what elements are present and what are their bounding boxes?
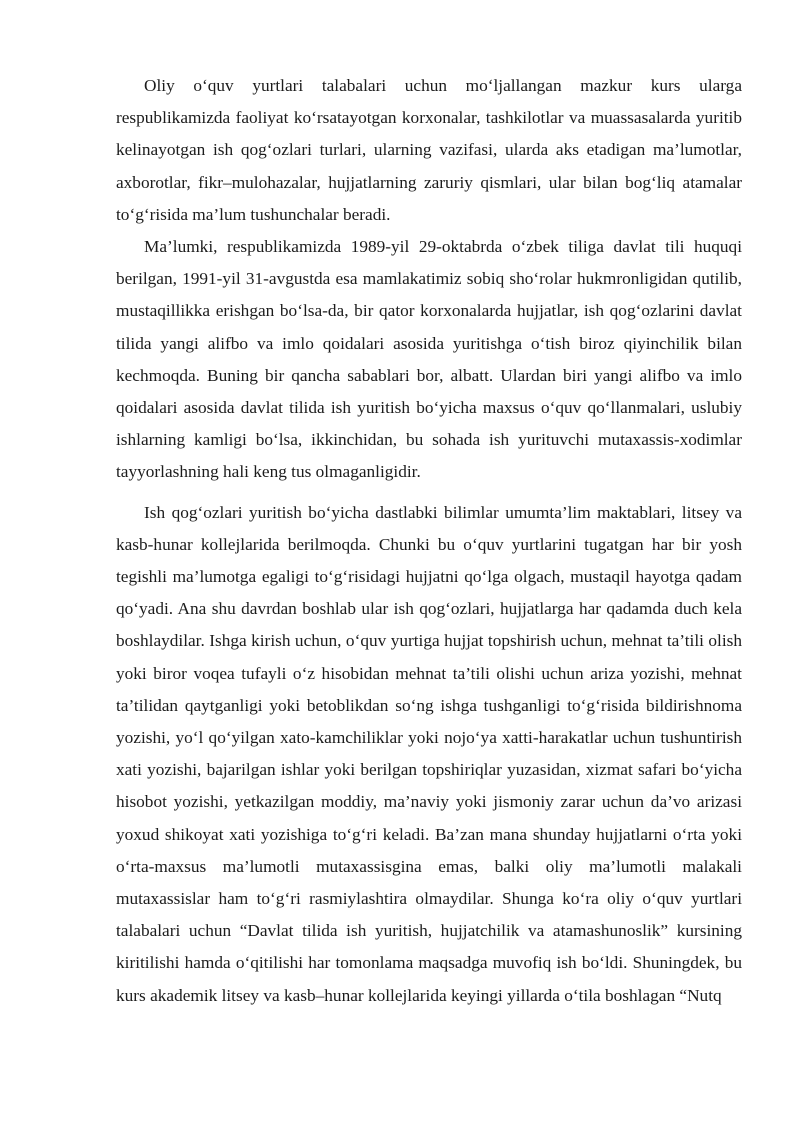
paragraph-course-intro: Oliy o‘quv yurtlari talabalari uchun mo‘ljallangan mazkur kurs ularga respublikamizda faoliyat ko‘rsatayotgan korxonalar, tashkilotlar va muassasalarda yuritib kelinayotgan ish qog‘ozlari turlari, ularning vazifasi, ularda aks etadigan ma’lumotlar, axborotlar, fikr–mulohazalar, hujjatlarning zaruriy qismlari, ular bilan bog‘liq atamalar to‘g‘risida ma’lum tushunchalar beradi. <box>116 76 742 224</box>
paragraph-initial-knowledge: Ish qog‘ozlari yuritish bo‘yicha dastlabki bilimlar umumta’lim maktablari, litsey va kasb-hunar kollejlarida berilmoqda. Chunki bu o‘quv yurtlarini tugatgan har bir yosh tegishli ma’lumotga egaligi to‘g‘risidagi hujjatni qo‘lga olgach, mustaqil hayotga qadam qo‘yadi. Ana shu davrdan boshlab ular ish qog‘ozlari, hujjatlarga har qadamda duch kela boshlaydilar. Ishga kirish uchun, o‘quv yurtiga hujjat topshirish uchun, mehnat ta’tili olish yoki biror voqea tufayli o‘z hisobidan mehnat ta’tili olishi uchun ariza yozishi, mehnat ta’tilidan qaytganligi yoki betoblikdan so‘ng ishga tushganligi to‘g‘risida bildirishnoma yozishi, yo‘l qo‘yilgan xato-kamchiliklar yoki nojo‘ya xatti-harakatlar uchun tushuntirish xati yozishi, bajarilgan ishlar yoki berilgan topshiriqlar yuzasidan, xizmat safari bo‘yicha hisobot yozishi, yetkazilgan moddiy, ma’naviy yoki jismoniy zarar uchun da’vo arizasi yoxud shikoyat xati yozishiga to‘g‘ri keladi. Ba’zan mana shunday hujjatlarni o‘rta yoki o‘rta-maxsus ma’lumotli mutaxassisgina emas, balki oliy ma’lumotli malakali mutaxassislar ham to‘g‘ri rasmiylashtira olmaydilar. Shunga ko‘ra oliy o‘quv yurtlari talabalari uchun “Davlat tilida ish yuritish, hujjatchilik va atamashunoslik” kursining kiritilishi hamda o‘qitilishi har tomonlama maqsadga muvofiq ish bo‘ldi. Shuningdek, bu kurs akademik litsey va kasb–hunar kollejlarida keyingi yillarda o‘tila boshlagan “Nutq <box>116 502 742 1005</box>
document-page <box>116 70 742 1012</box>
paragraph-state-language: Ma’lumki, respublikamizda 1989-yil 29-oktabrda o‘zbek tiliga davlat tili huquqi berilgan, 1991-yil 31-avgustda esa mamlakatimiz sobiq sho‘rolar hukmronligidan qutilib, mustaqillikka erishgan bo‘lsa-da, bir qator korxonalarda hujjatlar, ish qog‘ozlarini davlat tilida yangi alifbo va imlo qoidalari asosida yuritishga o‘tish biroz qiyinchilik bilan kechmoqda. Buning bir qancha sabablari bor, albatt. Ulardan biri yangi alifbo va imlo qoidalari asosida davlat tilida ish yuritish bo‘yicha maxsus o‘quv qo‘llanmalari, uslubiy ishlarning kamligi bo‘lsa, ikkinchidan, bu sohada ish yurituvchi mutaxassis-xodimlar tayyorlashning hali keng tus olmaganligidir. <box>116 237 742 482</box>
